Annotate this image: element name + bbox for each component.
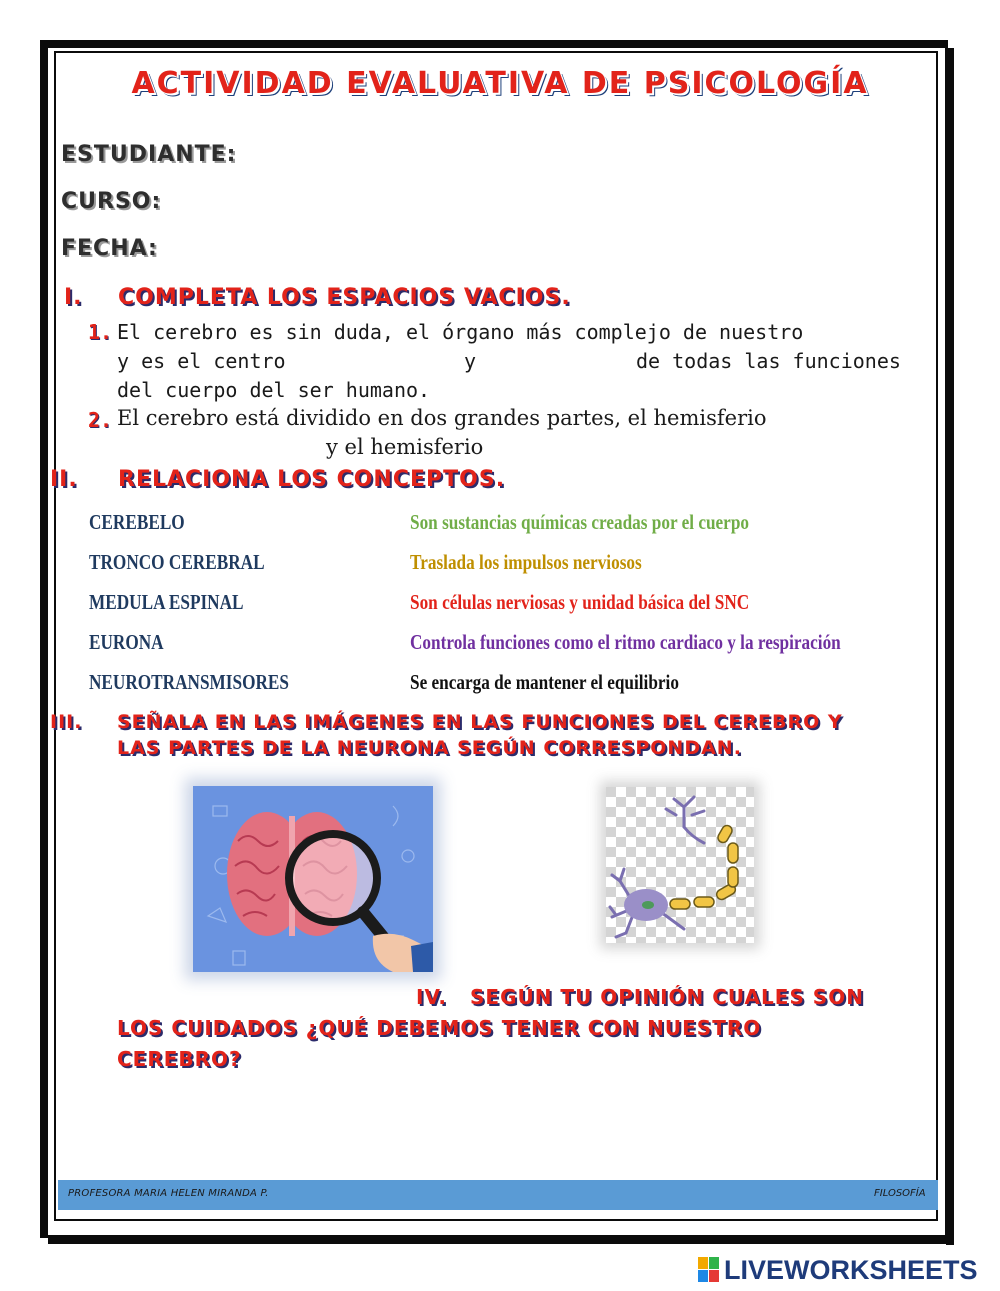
course-field-label: CURSO: [61, 189, 162, 214]
section-3-heading [50, 711, 843, 733]
definition-item: Se encarga de mantener el equilibrio [410, 670, 679, 694]
definition-item: Controla funciones como el ritmo cardiaco y la respiración [410, 630, 841, 654]
item-1-line-2c: de todas las funciones [636, 349, 901, 373]
concept-item: TRONCO CEREBRAL [89, 550, 265, 574]
footer-teacher: PROFESORA MARIA HELEN MIRANDA P. [68, 1188, 269, 1199]
date-field-label: FECHA: [61, 236, 158, 261]
section-1-heading [64, 285, 571, 310]
section-1-title: COMPLETA LOS ESPACIOS VACIOS. [118, 285, 571, 310]
student-field-label: ESTUDIANTE: [61, 142, 237, 167]
concept-item: MEDULA ESPINAL [89, 590, 244, 614]
section-3-title-line-2: LAS PARTES DE LA NEURONA SEGÚN CORRESPONDAN. [117, 737, 742, 759]
concept-item: CEREBELO [89, 510, 185, 534]
item-1-line-1: El cerebro es sin duda, el órgano más complejo de nuestro [117, 320, 804, 344]
section-4-number: IV. [416, 985, 447, 1009]
item-1-line-2a: y es el centro [117, 349, 286, 373]
section-4-heading [416, 985, 864, 1009]
section-4-title-line-3: CEREBRO? [117, 1047, 242, 1071]
concept-item: EURONA [89, 630, 164, 654]
liveworksheets-wordmark: LIVEWORKSHEETS [724, 1254, 978, 1285]
liveworksheets-icon [698, 1257, 720, 1283]
page-frame-shadow [48, 1236, 954, 1244]
section-2-heading [50, 467, 505, 492]
item-2-number: 2. [88, 408, 113, 432]
brain-magnifier-image [193, 786, 433, 972]
section-4-title-line-2: LOS CUIDADOS ¿QUÉ DEBEMOS TENER CON NUESTRO [117, 1016, 762, 1040]
definition-item: Son sustancias químicas creadas por el cuerpo [410, 510, 750, 534]
item-1-line-3: del cuerpo del ser humano. [117, 378, 431, 402]
concept-item: NEUROTRANSMISORES [89, 670, 289, 694]
item-2-line-2: y el hemisferio [326, 435, 484, 459]
section-3-number: III. [50, 711, 83, 733]
section-4-title-line-1: SEGÚN TU OPINIÓN CUALES SON [470, 985, 864, 1009]
section-2-title: RELACIONA LOS CONCEPTOS. [118, 467, 506, 492]
section-3-title-line-1: SEÑALA EN LAS IMÁGENES EN LAS FUNCIONES DEL CEREBRO Y [117, 711, 843, 733]
footer-subject: FILOSOFÍA [874, 1188, 926, 1199]
page-title: ACTIVIDAD EVALUATIVA DE PSICOLOGÍA [131, 66, 869, 101]
item-1-number: 1. [88, 320, 113, 344]
definition-item: Son células nerviosas y unidad básica del SNC [410, 590, 750, 614]
section-2-number: II. [50, 467, 78, 492]
liveworksheets-logo[interactable] [698, 1254, 978, 1286]
neuron-diagram-image [606, 787, 754, 943]
section-1-number: I. [64, 285, 83, 310]
item-2-line-1: El cerebro está dividido en dos grandes partes, el hemisferio [117, 406, 767, 430]
page-frame-shadow [946, 48, 954, 1245]
item-1-line-2b: y [464, 349, 477, 373]
definition-item: Traslada los impulsos nerviosos [410, 550, 642, 574]
